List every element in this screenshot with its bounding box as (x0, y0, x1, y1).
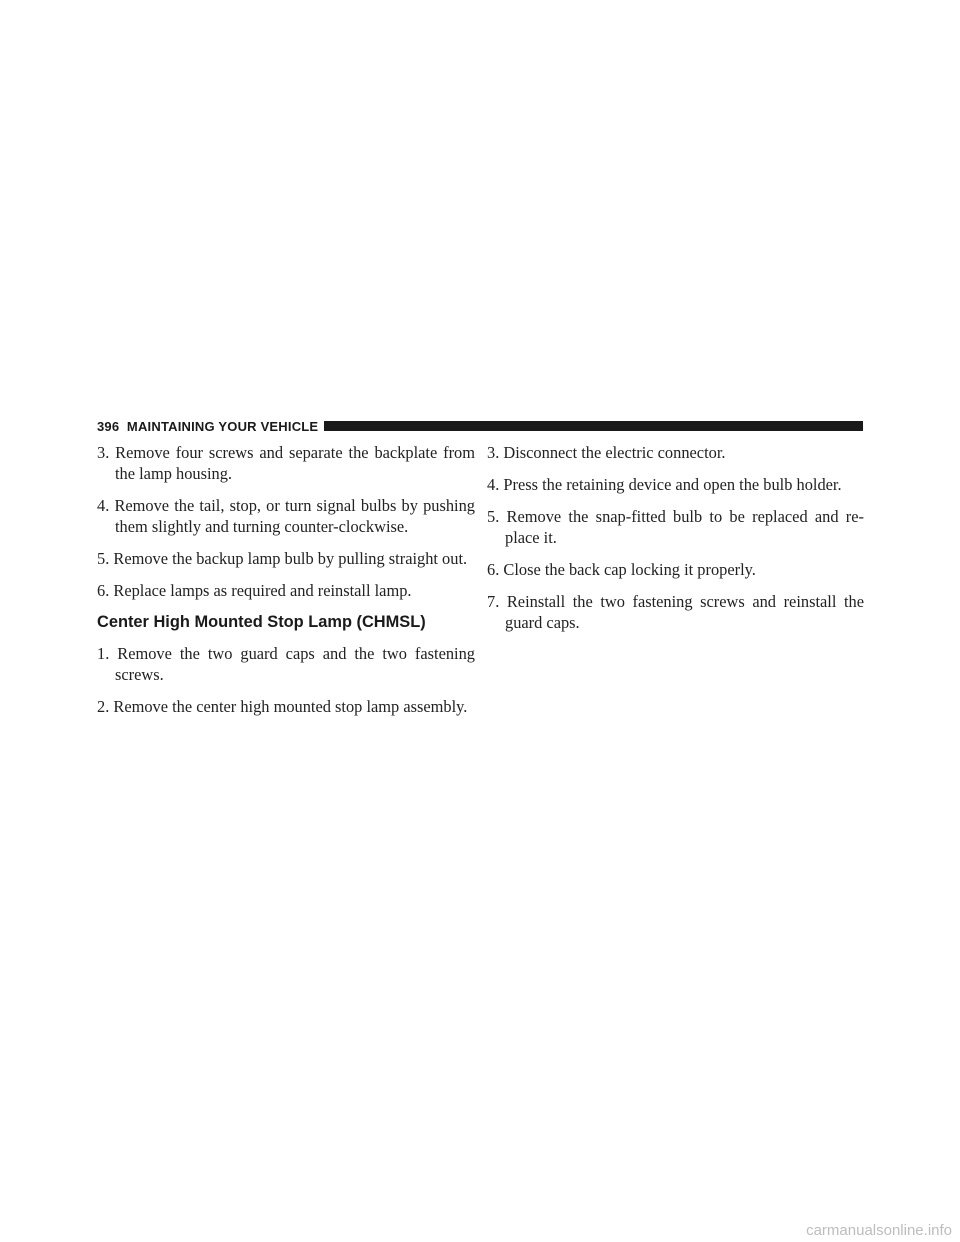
page-number: 396 (97, 418, 120, 434)
section-heading: Center High Mounted Stop Lamp (CHMSL) (97, 613, 426, 631)
header-rule (324, 421, 863, 431)
step-item: 4. Remove the tail, stop, or turn signal bulbs by pushing them slightly and turning counter-clockwise. (97, 496, 475, 536)
watermark: carmanualsonline.info (806, 1222, 952, 1239)
step-item: 3. Remove four screws and separate the backplate from the lamp housing. (97, 443, 475, 483)
step-item: 6. Close the back cap locking it properly. (487, 560, 756, 579)
step-item: 5. Remove the backup lamp bulb by pulling straight out. (97, 549, 468, 568)
step-item: 4. Press the retaining device and open the bulb holder. (487, 475, 842, 494)
left-column (97, 442, 475, 728)
step-item: 1. Remove the two guard caps and the two fastening screws. (97, 644, 475, 684)
page-header (97, 419, 863, 433)
step-item: 5. Remove the snap-fitted bulb to be replaced and re-place it. (487, 507, 864, 547)
step-item: 2. Remove the center high mounted stop lamp assembly. (97, 697, 468, 716)
header-text (97, 419, 324, 434)
step-item: 7. Reinstall the two fastening screws and reinstall the guard caps. (487, 592, 864, 632)
step-item: 6. Replace lamps as required and reinstall lamp. (97, 581, 412, 600)
step-item: 3. Disconnect the electric connector. (487, 443, 726, 462)
section-title: MAINTAINING YOUR VEHICLE (126, 418, 319, 434)
right-column (487, 442, 864, 644)
